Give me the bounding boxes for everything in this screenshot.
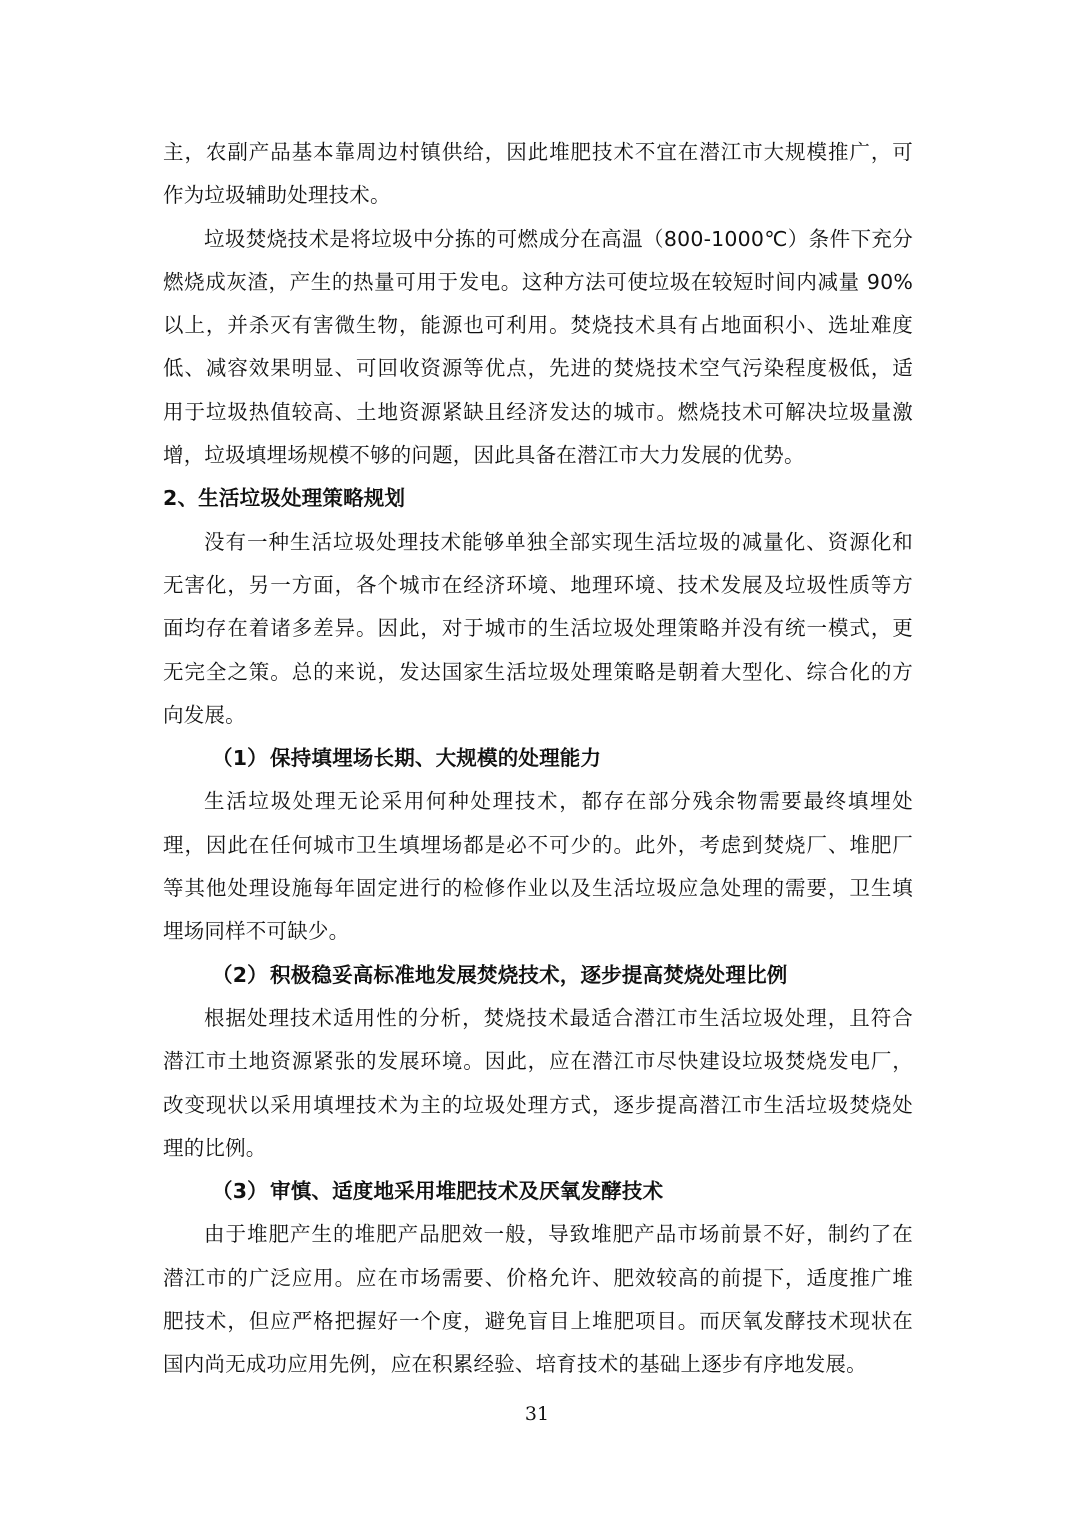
text-line: 以上，并杀灭有害微生物，能源也可利用。焚烧技术具有占地面积小、选址难度 (163, 313, 913, 338)
paragraph (163, 131, 913, 218)
text-line: 主，农副产品基本靠周边村镇供给，因此堆肥技术不宜在潜江市大规模推广，可 (163, 140, 913, 164)
text-line: 没有一种生活垃圾处理技术能够单独全部实现生活垃圾的减量化、资源化和 (204, 529, 913, 554)
subsection-title: 审慎、适度地采用堆肥技术及厌氧发酵技术 (270, 1179, 664, 1204)
text-line: 无完全之策。总的来说，发达国家生活垃圾处理策略是朝着大型化、综合化的方 (163, 659, 913, 684)
text-line: 生活垃圾处理无论采用何种处理技术，都存在部分残余物需要最终填埋处 (204, 789, 913, 814)
text-line: 根据处理技术适用性的分析，焚烧技术最适合潜江市生活垃圾处理，且符合 (204, 1005, 913, 1030)
paragraph (163, 218, 913, 478)
text-line: 增，垃圾填埋场规模不够的问题，因此具备在潜江市大力发展的优势。 (163, 443, 805, 468)
text-line: 作为垃圾辅助处理技术。 (163, 183, 391, 208)
text-line: 由于堆肥产生的堆肥产品肥效一般，导致堆肥产品市场前景不好，制约了在 (204, 1222, 913, 1247)
text-line: 燃烧成灰渣，产生的热量可用于发电。这种方法可使垃圾在较短时间内减量 90% (163, 269, 913, 294)
text-line: 垃圾焚烧技术是将垃圾中分拣的可燃成分在高温（800-1000℃）条件下充分 (204, 226, 913, 251)
paragraph (163, 1213, 913, 1386)
paragraph (163, 997, 913, 1170)
subsection-number: （3） (212, 1179, 268, 1204)
text-line: 面均存在着诸多差异。因此，对于城市的生活垃圾处理策略并没有统一模式，更 (163, 616, 913, 641)
section-heading: 2、生活垃圾处理策略规划 (163, 486, 406, 511)
subsection-number: （2） (212, 962, 268, 987)
text-line: 等其他处理设施每年固定进行的检修作业以及生活垃圾应急处理的需要，卫生填 (163, 876, 913, 901)
paragraph (163, 521, 913, 737)
text-line: 国内尚无成功应用先例，应在积累经验、培育技术的基础上逐步有序地发展。 (163, 1352, 867, 1377)
text-line: 用于垃圾热值较高、土地资源紧缺且经济发达的城市。燃烧技术可解决垃圾量激 (163, 399, 913, 424)
text-line: 潜江市的广泛应用。应在市场需要、价格允许、肥效较高的前提下，适度推广堆 (163, 1265, 913, 1290)
text-line: 肥技术，但应严格把握好一个度，避免盲目上堆肥项目。而厌氧发酵技术现状在 (163, 1309, 913, 1334)
text-line: 无害化，另一方面，各个城市在经济环境、地理环境、技术发展及垃圾性质等方 (163, 572, 913, 597)
subsection-heading (163, 737, 913, 780)
text-line: 潜江市土地资源紧张的发展环境。因此，应在潜江市尽快建设垃圾焚烧发电厂， (163, 1049, 913, 1074)
paragraph (163, 780, 913, 953)
text-line: 理的比例。 (163, 1135, 267, 1160)
page-body (163, 131, 913, 1387)
text-line: 改变现状以采用填埋技术为主的垃圾处理方式，逐步提高潜江市生活垃圾焚烧处 (163, 1092, 913, 1117)
text-line: 理，因此在任何城市卫生填埋场都是必不可少的。此外，考虑到焚烧厂、堆肥厂 (163, 832, 913, 857)
subsection-title: 积极稳妥高标准地发展焚烧技术，逐步提高焚烧处理比例 (270, 962, 788, 987)
subsection-heading (163, 1170, 913, 1213)
text-line: 低、减容效果明显、可回收资源等优点，先进的焚烧技术空气污染程度极低，适 (163, 356, 913, 381)
text-line: 埋场同样不可缺少。 (163, 919, 350, 944)
subsection-title: 保持填埋场长期、大规模的处理能力 (270, 746, 602, 771)
subsection-number: （1） (212, 746, 268, 771)
text-line: 向发展。 (163, 702, 246, 727)
page-number: 31 (524, 1403, 550, 1425)
subsection-heading (163, 954, 913, 997)
